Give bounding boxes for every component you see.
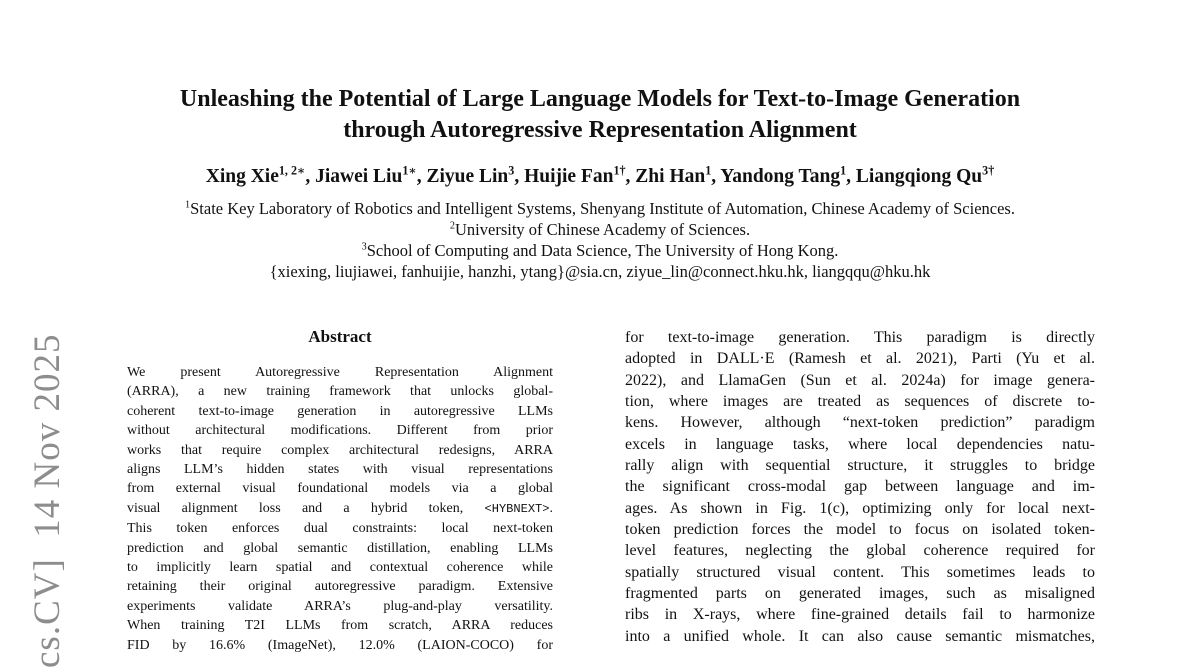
- body-line: ribs in X-rays, where fine-grained details fail to harmonize: [625, 606, 1095, 624]
- email-line: {xiexing, liujiawei, fanhuijie, hanzhi, ytang}@sia.cn, ziyue_lin@connect.hku.hk, liangqqu@hku.hk: [269, 262, 931, 281]
- abstract-line-text: .: [549, 500, 553, 516]
- author-name: Yandong Tang: [720, 166, 841, 187]
- affiliation-line: [0, 240, 1200, 261]
- abstract-line: coherent text-to-image generation in autoregressive LLMs: [127, 403, 553, 419]
- author-name: Liangqiong Qu: [855, 166, 983, 187]
- abstract-line: to implicitly learn spatial and contextual coherence while: [127, 560, 553, 576]
- affiliations-block: [0, 198, 1200, 282]
- abstract-line-hybrid-token: [127, 499, 553, 519]
- abstract-line: works that require complex architectural redesigns, ARRA: [127, 442, 553, 458]
- author-name: Huijie Fan: [524, 166, 614, 187]
- body-line: into a unified whole. It can also cause semantic mismatches,: [625, 627, 1095, 645]
- affiliation-line: [0, 219, 1200, 240]
- body-line: token prediction forces the model to focus on isolated token-: [625, 521, 1095, 539]
- hybnext-token: <HYBNEXT>: [484, 501, 550, 516]
- affiliation-text: State Key Laboratory of Robotics and Intelligent Systems, Shenyang Institute of Automation, Chinese Academy of Sciences.: [190, 199, 1015, 218]
- author-superscript: 1: [840, 163, 847, 178]
- abstract-line: FID by 16.6% (ImageNet), 12.0% (LAION-COCO) for: [127, 637, 553, 653]
- body-line: 2022), and LlamaGen (Sun et al. 2024a) for image genera-: [625, 371, 1095, 389]
- author-superscript: 1: [705, 163, 712, 178]
- author-superscript: 3: [508, 163, 515, 178]
- author-separator: ,: [514, 166, 525, 187]
- right-column: [625, 327, 1095, 647]
- paper-title-line2: through Autoregressive Representation Alignment: [343, 117, 857, 143]
- body-line: excels in language tasks, where local dependencies natu-: [625, 435, 1095, 453]
- author-superscript: 1†: [613, 163, 626, 178]
- author-separator: ,: [305, 166, 316, 187]
- abstract-line: experiments validate ARRA’s plug-and-play versatility.: [127, 598, 553, 614]
- abstract-line: prediction and global semantic distillation, enabling LLMs: [127, 540, 553, 556]
- body-line: adopted in DALL·E (Ramesh et al. 2021), Parti (Yu et al.: [625, 350, 1095, 368]
- body-line: spatially structured visual content. This sometimes leads to: [625, 563, 1095, 581]
- abstract-line: without architectural modifications. Different from prior: [127, 423, 553, 439]
- body-line: rally align with sequential structure, it struggles to bridge: [625, 457, 1095, 475]
- author-separator: ,: [711, 166, 721, 187]
- body-line: fragmented parts on generated images, such as misaligned: [625, 585, 1095, 603]
- author-superscript: 1∗: [402, 163, 417, 178]
- author-name: Ziyue Lin: [426, 166, 509, 187]
- arxiv-watermark: cs.CV] 14 Nov 2025: [27, 333, 68, 668]
- abstract-body: [127, 363, 553, 655]
- paper-title: [0, 84, 1200, 146]
- abstract-line: (ARRA), a new training framework that unlocks global-: [127, 384, 553, 400]
- abstract-heading: Abstract: [308, 327, 372, 346]
- author-name: Jiawei Liu: [315, 166, 403, 187]
- author-separator: ,: [625, 166, 636, 187]
- abstract-line: This token enforces dual constraints: local next-token: [127, 521, 553, 537]
- author-name: Zhi Han: [635, 166, 706, 187]
- body-line: the significant cross-modal gap between language and im-: [625, 478, 1095, 496]
- affiliation-text: University of Chinese Academy of Sciences.: [455, 220, 751, 239]
- abstract-line: retaining their original autoregressive paradigm. Extensive: [127, 579, 553, 595]
- paper-title-line1: Unleashing the Potential of Large Language Models for Text-to-Image Generation: [179, 86, 1021, 112]
- body-line: for text-to-image generation. This paradigm is directly: [625, 329, 1095, 346]
- affiliation-line: [0, 198, 1200, 219]
- abstract-line: We present Autoregressive Representation Alignment: [127, 365, 553, 380]
- affiliation-superscript: 1: [185, 199, 191, 211]
- affiliation-superscript: 3: [361, 241, 367, 253]
- author-separator: ,: [416, 166, 427, 187]
- body-line: ages. As shown in Fig. 1(c), optimizing only for local next-: [625, 499, 1095, 517]
- abstract-line: from external visual foundational models via a global: [127, 481, 553, 497]
- affiliation-superscript: 2: [449, 220, 455, 232]
- author-superscript: 1, 2∗: [278, 163, 306, 178]
- abstract-line: When training T2I LLMs from scratch, ARRA reduces: [127, 618, 553, 634]
- body-line: level features, neglecting the global coherence required for: [625, 542, 1095, 560]
- body-line: kens. However, although “next-token prediction” paradigm: [625, 414, 1095, 432]
- abstract-line: aligns LLM’s hidden states with visual representations: [127, 462, 553, 478]
- affiliation-text: School of Computing and Data Science, The University of Hong Kong.: [366, 241, 839, 260]
- author-superscript: 3†: [982, 163, 995, 178]
- author-name: Xing Xie: [205, 166, 279, 187]
- abstract-line-text: visual alignment loss and a hybrid token,: [127, 500, 485, 516]
- author-line: [0, 163, 1200, 190]
- author-separator: ,: [846, 166, 856, 187]
- left-column: [105, 326, 575, 655]
- body-line: tion, where images are treated as sequences of discrete to-: [625, 393, 1095, 411]
